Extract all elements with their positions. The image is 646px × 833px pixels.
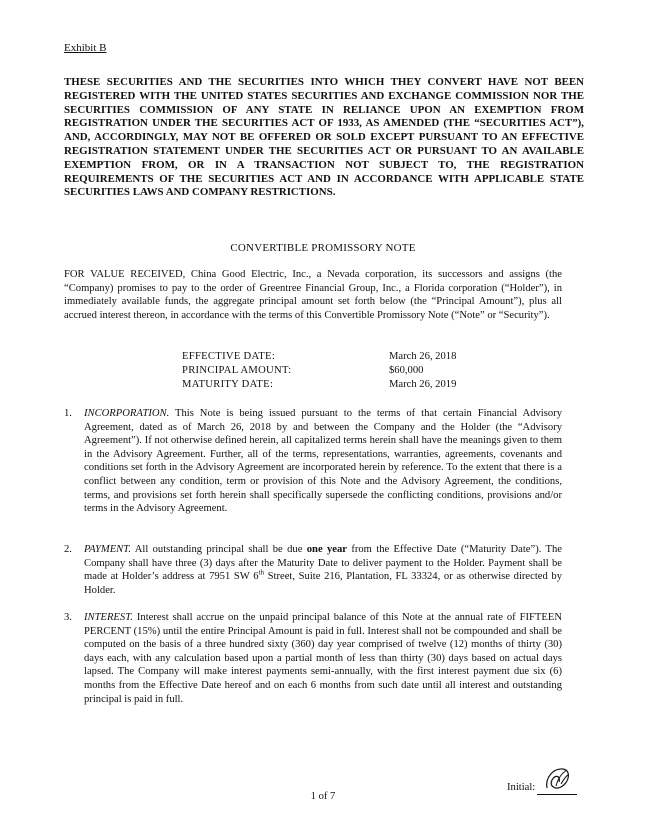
term-value: March 26, 2018 xyxy=(389,351,457,362)
initial-label: Initial: xyxy=(507,782,536,794)
term-row-effective-date xyxy=(182,350,502,364)
section-body xyxy=(84,407,562,516)
term-label: MATURITY DATE: xyxy=(182,379,274,390)
section-text: All outstanding principal shall be due xyxy=(131,544,307,555)
document-title: CONVERTIBLE PROMISSORY NOTE xyxy=(230,242,416,254)
section-interest xyxy=(64,611,562,706)
page-indicator: 1 of 7 xyxy=(310,791,336,802)
section-number: 1. xyxy=(64,408,72,419)
term-row-principal-amount xyxy=(182,364,502,378)
section-incorporation xyxy=(64,407,562,516)
term-label: PRINCIPAL AMOUNT: xyxy=(182,365,292,376)
exhibit-label: Exhibit B xyxy=(64,42,107,54)
section-text: from the Effective Date (“Maturity Date”). The Company shall have three (3) days after the Maturity Date to deliver payment to the Holder. Payment shall be made at Holder’s address at 7951 SW 6 xyxy=(84,544,562,583)
section-heading: INCORPORATION. xyxy=(84,408,170,419)
section-number: 2. xyxy=(64,544,72,555)
section-text: Interest shall accrue on the unpaid principal balance of this Note at the annual rate of FIFTEEN PERCENT (15%) until the entire Principal Amount is paid in full. Interest shall not be compounded and shall be computed on the basis of a three hundred sixty (360) day year comprised of twelve (12) months of thirty (30) days each, with any calculation based upon a partial month of less than thirty (30) days based on actual days lapsed. The Company will make interest payments semi-annually, with the first interest payment due six (6) months from the Effective Date hereof and on each 6 months from such date until all interest and outstanding principal is paid in full. xyxy=(84,612,562,705)
ordinal-superscript: th xyxy=(258,568,265,577)
section-number: 3. xyxy=(64,612,72,623)
intro-paragraph: FOR VALUE RECEIVED, China Good Electric, Inc., a Nevada corporation, its successors and assigns (the “Company) promises to pay to the order of Greentree Financial Group, Inc., a Florida corporation (“Holder”), in immediately available funds, the aggregate principal amount set forth below (the “Principal Amount”), plus all accrued interest thereon, in accordance with the terms of this Convertible Promissory Note (“Note” or “Security”). xyxy=(64,269,562,321)
section-payment xyxy=(64,543,562,597)
section-text: This Note is being issued pursuant to the terms of that certain Financial Advisory Agreement, dated as of March 26, 2018 by and between the Company and the Holder (the “Advisory Agreement”). If not otherwise defined herein, all capitalized terms herein shall have the meanings given to them in the Advisory Agreement. Further, all of the terms, representations, warranties, agreements, covenants and conditions set forth in the Advisory Agreement are incorporated herein by reference. To the extent that there is a conflict between any condition, term or provision of this Note and the Advisory Agreement, the conditions, terms, and provisions set forth herein shall specifically supersede the conflicting conditions, provisions and/or terms in the Advisory Agreement. xyxy=(84,408,562,515)
section-bold-term: one year xyxy=(306,544,347,555)
term-row-maturity-date xyxy=(182,378,502,392)
section-body xyxy=(84,543,562,597)
term-label: EFFECTIVE DATE: xyxy=(182,351,276,362)
section-body xyxy=(84,611,562,706)
term-value: March 26, 2019 xyxy=(389,379,457,390)
term-value: $60,000 xyxy=(389,365,424,376)
section-text: Street, Suite 216, Plantation, FL 33324, or as otherwise directed by Holder. xyxy=(84,571,562,596)
securities-legend: THESE SECURITIES AND THE SECURITIES INTO WHICH THEY CONVERT HAVE NOT BEEN REGISTERED WITH THE UNITED STATES SECURITIES AND EXCHANGE COMMISSION NOR THE SECURITIES COMMISSION OF ANY STATE IN RELIANCE UPON AN EXEMPTION FROM REGISTRATION UNDER THE SECURITIES ACT OF 1933, AS AMENDED (THE “SECURITIES ACT”), AND, ACCORDINGLY, MAY NOT BE OFFERED OR SOLD EXCEPT PURSUANT TO AN EFFECTIVE REGISTRATION STATEMENT UNDER THE SECURITIES ACT OR PURSUANT TO AN AVAILABLE EXEMPTION FROM, OR IN A TRANSACTION NOT SUBJECT TO, THE REGISTRATION REQUIREMENTS OF THE SECURITIES ACT AND IN ACCORDANCE WITH APPLICABLE STATE SECURITIES LAWS AND COMPANY RESTRICTIONS. xyxy=(64,76,584,199)
note-terms-table xyxy=(182,350,502,392)
section-heading: PAYMENT. xyxy=(84,544,131,555)
section-heading: INTEREST. xyxy=(84,612,133,623)
